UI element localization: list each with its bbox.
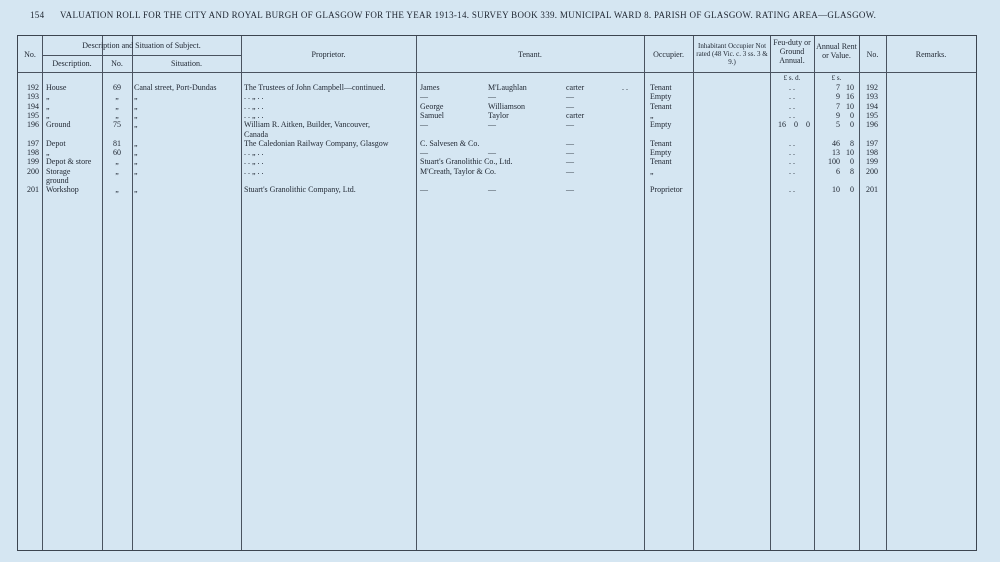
row-number-right: 201 xyxy=(866,185,878,195)
row-street-number: „ xyxy=(115,92,119,102)
row-number-right: 198 xyxy=(866,148,878,158)
row-description: „ xyxy=(46,101,50,111)
page-header xyxy=(30,7,970,23)
row-tenant-surname: — xyxy=(488,92,496,102)
row-rent-pounds: 6 xyxy=(836,166,840,176)
row-tenant-occupation: — xyxy=(566,185,574,195)
row-tenant-occupation: carter xyxy=(566,83,585,92)
row-proprietor: . . „ . . xyxy=(244,92,264,102)
row-street-number: 81 xyxy=(113,138,121,148)
row-tenant-occupation: carter xyxy=(566,110,585,120)
row-number: 200 xyxy=(27,166,39,176)
row-feu-dots: . . xyxy=(789,166,795,176)
row-rent-shillings: 0 xyxy=(850,157,854,167)
row-description: Depot xyxy=(46,138,66,148)
row-situation: Canal street, Port-Dundas xyxy=(134,83,217,92)
row-rent-pounds: 10 xyxy=(832,185,840,195)
row-proprietor: . . „ . . xyxy=(244,166,264,176)
row-tenant-name: — xyxy=(420,92,428,102)
row-tenant-surname: — xyxy=(488,120,496,130)
row-description: „ xyxy=(46,148,50,158)
row-tenant-name: — xyxy=(420,148,428,158)
row-tenant-name: — xyxy=(420,120,428,130)
row-tenant-name: — xyxy=(420,185,428,195)
row-tenant-occupation: — xyxy=(566,101,574,111)
row-number: 193 xyxy=(27,92,39,102)
row-proprietor: . . „ . . xyxy=(244,148,264,158)
row-situation: „ xyxy=(134,120,138,130)
row-tenant-name: Samuel xyxy=(420,110,444,120)
row-number: 201 xyxy=(27,185,39,195)
row-number-right: 192 xyxy=(866,83,878,92)
row-rent-shillings: 0 xyxy=(850,185,854,195)
row-street-number: 69 xyxy=(113,83,121,92)
row-number-right: 196 xyxy=(866,120,878,130)
row-occupier: Tenant xyxy=(650,83,672,92)
row-street-number: 75 xyxy=(113,120,121,130)
row-rent-pounds: 100 xyxy=(828,157,840,167)
row-rent-pounds: 5 xyxy=(836,120,840,130)
row-street-number: „ xyxy=(115,101,119,111)
header-proprietor: Proprietor. xyxy=(311,49,346,59)
row-description: „ xyxy=(46,92,50,102)
page-title: VALUATION ROLL FOR THE CITY AND ROYAL BURGH OF GLASGOW FOR THE YEAR 1913-14. SURVEY BOOK 339. MUNICIPAL WARD 8. PARISH OF GLASGOW. RATING AREA—GLASGOW. xyxy=(60,10,877,20)
header-description-group: Description and Situation of Subject. xyxy=(82,41,201,50)
row-street-number: „ xyxy=(115,110,119,120)
row-tenant-occupation: — xyxy=(566,138,574,148)
header-no: No. xyxy=(24,49,36,59)
row-feu-dots: . . xyxy=(789,110,795,120)
row-number: 198 xyxy=(27,148,39,158)
row-rent-pounds: 46 xyxy=(832,138,840,148)
row-rent-shillings: 0 xyxy=(850,110,854,120)
header-description: Description. xyxy=(52,59,92,68)
row-tenant-occupation: — xyxy=(566,120,574,130)
header-occupier: Occupier. xyxy=(653,49,684,59)
row-occupier: Tenant xyxy=(650,101,672,111)
row-feu-dots: . . xyxy=(789,138,795,148)
row-feu-dots: . . xyxy=(789,185,795,195)
row-tenant-surname: Taylor xyxy=(488,110,509,120)
row-number: 199 xyxy=(27,157,39,167)
row-tenant-surname: M'Laughlan xyxy=(488,83,527,92)
row-number: 192 xyxy=(27,83,39,92)
row-situation: „ xyxy=(134,92,138,102)
row-situation: „ xyxy=(134,148,138,158)
row-feu-shillings: 0 xyxy=(794,120,798,130)
page-number: 154 xyxy=(30,10,45,20)
row-rent-shillings: 8 xyxy=(850,138,854,148)
row-occupier: „ xyxy=(650,110,654,120)
row-rent-shillings: 10 xyxy=(846,101,854,111)
row-occupier: Empty xyxy=(650,92,672,102)
row-feu-dots: . . xyxy=(789,148,795,158)
row-number-right: 193 xyxy=(866,92,878,102)
row-feu-dots: . . xyxy=(789,101,795,111)
valuation-ledger xyxy=(17,35,977,551)
rent-units-label: £ s. xyxy=(831,74,842,82)
header-no-right: No. xyxy=(866,49,879,59)
row-situation: „ xyxy=(134,157,138,167)
row-description: Depot & store xyxy=(46,157,92,167)
row-description: ground xyxy=(46,176,69,185)
row-occupier: Tenant xyxy=(650,157,672,167)
row-rent-pounds: 7 xyxy=(836,83,840,92)
row-rent-pounds: 7 xyxy=(836,101,840,111)
header-number: No. xyxy=(111,59,123,68)
row-number: 194 xyxy=(27,101,39,111)
row-occupier: Empty xyxy=(650,148,672,158)
row-situation: „ xyxy=(134,110,138,120)
row-situation: „ xyxy=(134,101,138,111)
row-tenant-surname: — xyxy=(488,148,496,158)
header-inhabitant-occupier: Inhabitant Occupier Not rated (48 Vic. c. 3 ss. 3 & 9.) xyxy=(696,42,768,66)
row-tenant-occupation: — xyxy=(566,92,574,102)
row-description: Storage xyxy=(46,166,71,176)
row-proprietor: The Trustees of John Campbell—continued. xyxy=(244,83,386,92)
row-proprietor: . . „ . . xyxy=(244,101,264,111)
header-feu-duty: Feu-duty or Ground Annual. xyxy=(773,37,811,65)
row-tenant-name: M'Creath, Taylor & Co. xyxy=(420,166,497,176)
row-feu-pence: 0 xyxy=(806,120,810,130)
row-proprietor: . . „ . . xyxy=(244,157,264,167)
row-proprietor: William R. Aitken, Builder, Vancouver, xyxy=(244,120,370,130)
row-number-right: 199 xyxy=(866,157,878,167)
row-tenant-occupation: — xyxy=(566,148,574,158)
row-rent-pounds: 9 xyxy=(836,92,840,102)
header-remarks: Remarks. xyxy=(915,49,947,59)
row-rent-pounds: 9 xyxy=(836,110,840,120)
row-tenant-dots: . . xyxy=(622,83,628,92)
row-feu-dots: . . xyxy=(789,157,795,167)
row-tenant-surname: Williamson xyxy=(488,101,526,111)
row-rent-pounds: 13 xyxy=(832,148,840,158)
row-proprietor: Canada xyxy=(244,129,268,139)
row-street-number: 60 xyxy=(113,148,121,158)
row-number: 195 xyxy=(27,110,39,120)
row-situation: „ xyxy=(134,185,138,195)
row-description: Ground xyxy=(46,120,71,130)
row-street-number: „ xyxy=(115,157,119,167)
row-tenant-occupation: — xyxy=(566,157,574,167)
row-rent-shillings: 16 xyxy=(846,92,854,102)
feu-units-label: £ s. d. xyxy=(783,74,801,82)
table-row xyxy=(18,185,978,195)
row-tenant-name: C. Salvesen & Co. xyxy=(420,138,480,148)
row-tenant-surname: — xyxy=(488,185,496,195)
row-tenant-name: George xyxy=(420,101,444,111)
row-occupier: Proprietor xyxy=(650,185,683,195)
row-rent-shillings: 8 xyxy=(850,166,854,176)
row-feu-dots: . . xyxy=(789,92,795,102)
row-occupier: „ xyxy=(650,166,654,176)
row-tenant-name: James xyxy=(420,83,440,92)
row-number-right: 195 xyxy=(866,110,878,120)
row-description: House xyxy=(46,83,67,92)
row-tenant-occupation: — xyxy=(566,166,574,176)
row-feu-dots: . . xyxy=(789,83,795,92)
row-number-right: 200 xyxy=(866,166,878,176)
header-bottom-rule xyxy=(18,72,976,73)
row-proprietor: Stuart's Granolithic Company, Ltd. xyxy=(244,185,356,195)
row-description: Workshop xyxy=(46,185,79,195)
row-situation: „ xyxy=(134,166,138,176)
row-rent-shillings: 10 xyxy=(846,148,854,158)
row-number: 197 xyxy=(27,138,39,148)
header-annual-rent: Annual Rent or Value. xyxy=(816,42,857,60)
row-feu-pounds: 16 xyxy=(778,120,786,130)
row-number-right: 194 xyxy=(866,101,878,111)
row-number-right: 197 xyxy=(866,138,878,148)
row-rent-shillings: 10 xyxy=(846,83,854,92)
header-tenant: Tenant. xyxy=(518,49,542,59)
row-tenant-name: Stuart's Granolithic Co., Ltd. xyxy=(420,157,513,167)
row-rent-shillings: 0 xyxy=(850,120,854,130)
row-street-number: „ xyxy=(115,185,119,195)
row-occupier: Empty xyxy=(650,120,672,130)
row-description: „ xyxy=(46,110,50,120)
row-proprietor: . . „ . . xyxy=(244,110,264,120)
row-occupier: Tenant xyxy=(650,138,672,148)
row-situation: „ xyxy=(134,138,138,148)
row-number: 196 xyxy=(27,120,39,130)
row-proprietor: The Caledonian Railway Company, Glasgow xyxy=(244,138,389,148)
header-situation: Situation. xyxy=(171,59,202,68)
row-street-number: „ xyxy=(115,166,119,176)
